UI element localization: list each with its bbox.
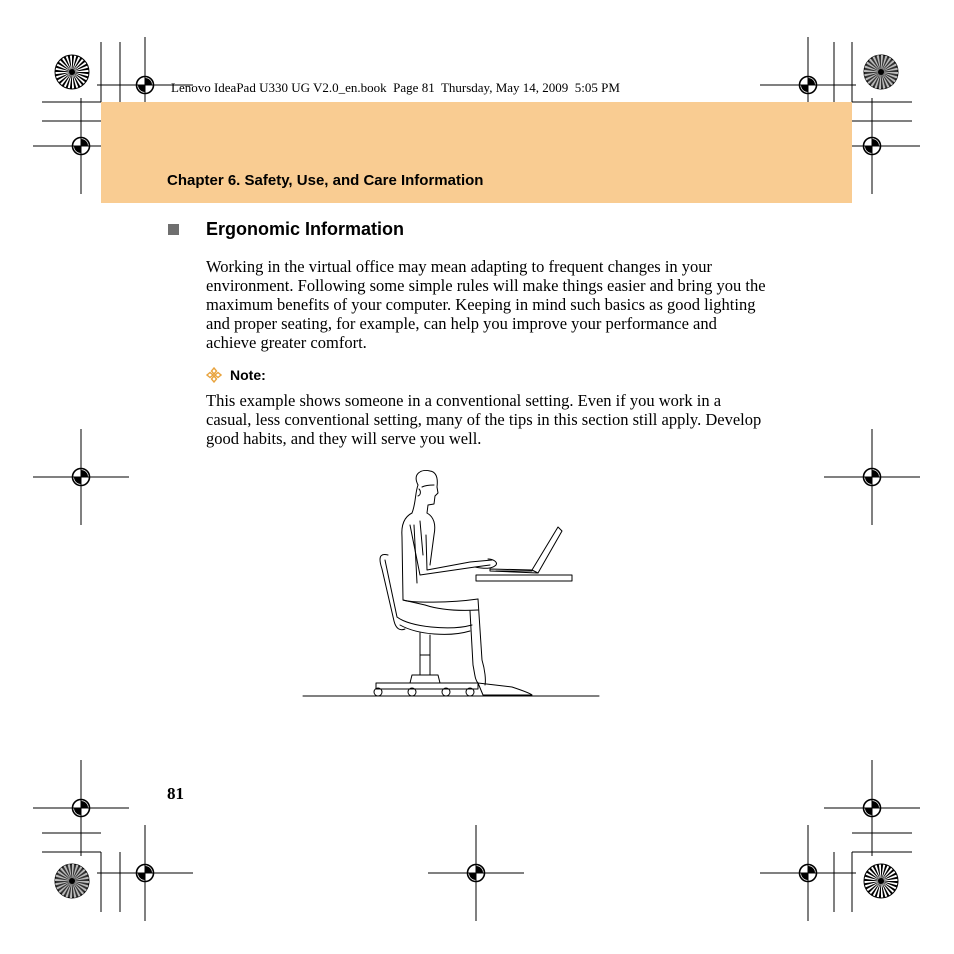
ergonomic-seating-illustration [300, 465, 602, 700]
color-wheel-icon [864, 864, 898, 898]
color-wheel-icon [55, 864, 89, 898]
intro-paragraph: Working in the virtual office may mean adapting to frequent changes in your environment. Following some simple rules will make things easier and bring you the maximum benefits of your computer. Keeping in mind such basics as good lighting and proper seating, for example, can help you improve your performance and achieve greater comfort. [206, 257, 766, 352]
registration-mark-icon [824, 429, 920, 525]
registration-mark-icon [824, 760, 920, 856]
color-wheel-icon [55, 55, 89, 89]
section-heading: Ergonomic Information [206, 219, 404, 239]
print-header: Lenovo IdeaPad U330 UG V2.0_en.book Page 81 Thursday, May 14, 2009 5:05 PM [171, 80, 620, 95]
note-paragraph: This example shows someone in a conventional setting. Even if you work in a casual, less conventional setting, many of the tips in this section still apply. Develop good habits, and they will serve you well. [206, 391, 762, 448]
section-bullet-icon [168, 224, 179, 235]
note-diamond-icon [206, 367, 222, 383]
registration-mark-icon [33, 760, 129, 856]
note-label: Note: [230, 367, 266, 383]
registration-mark-icon [428, 825, 524, 921]
chapter-title: Chapter 6. Safety, Use, and Care Information [167, 172, 484, 189]
page-number: 81 [167, 784, 184, 803]
registration-mark-icon [33, 429, 129, 525]
registration-mark-icon [97, 825, 193, 921]
color-wheel-icon [864, 55, 898, 89]
registration-mark-icon [760, 825, 856, 921]
